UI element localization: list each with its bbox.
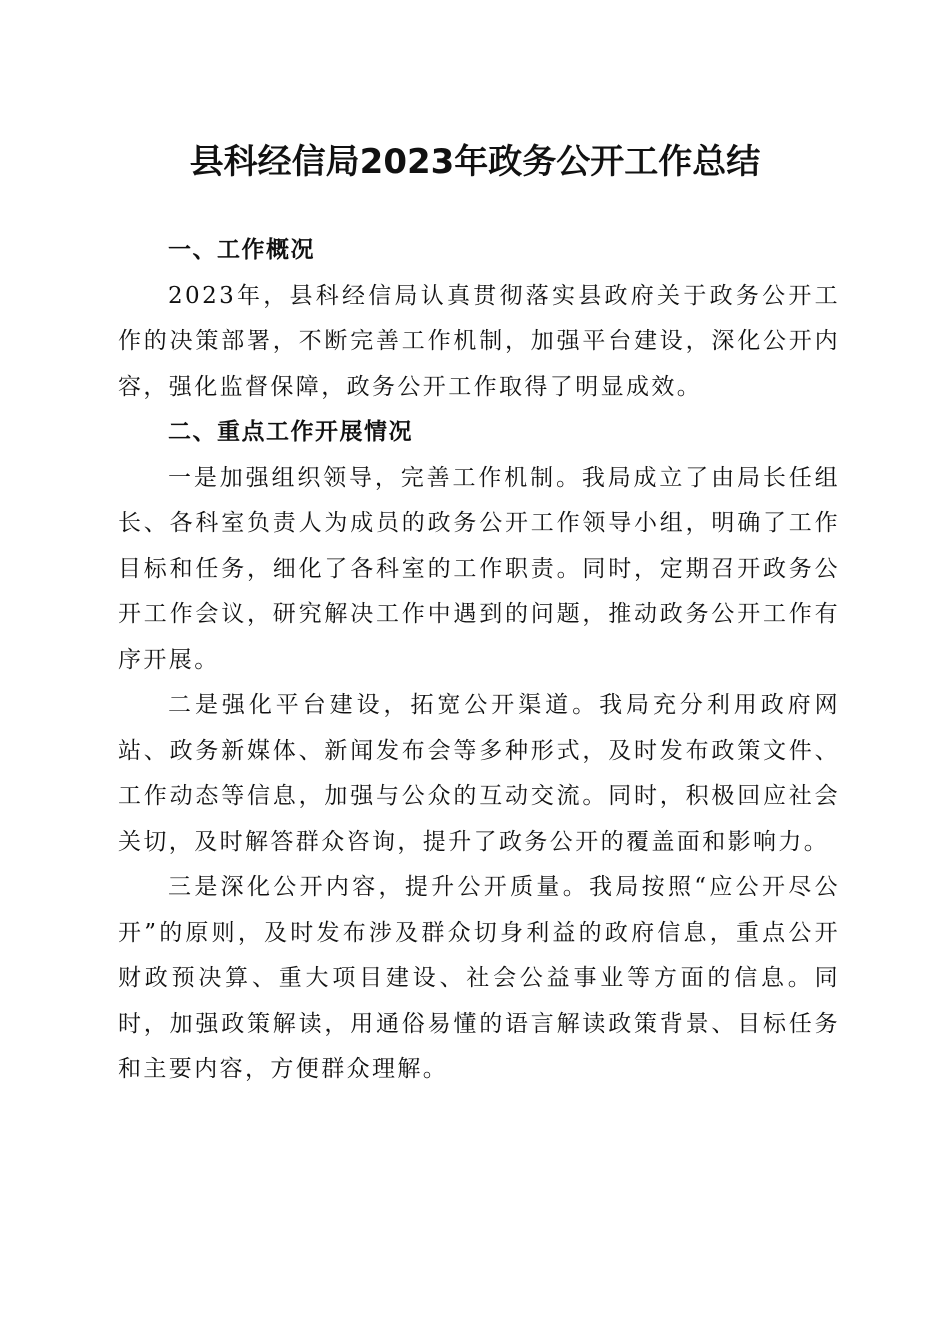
key-work-paragraph-2: [118, 683, 840, 865]
key-work-paragraph-1: [118, 456, 840, 684]
paragraph-text: 我局充分利用政府网站、政务新媒体、新闻发布会等多种形式，及时发布政策文件、工作动态等信息，加强与公众的互动交流。同时，积极回应社会关切，及时解答群众咨询，提升了政务公开的覆盖面和影响力。: [118, 692, 840, 855]
paragraph-text: 我局按照“应公开尽公开”的原则，及时发布涉及群众切身利益的政府信息，重点公开财政预决算、重大项目建设、社会公益事业等方面的信息。同时，加强政策解读，用通俗易懂的语言解读政策背景、目标任务和主要内容，方便群众理解。: [118, 874, 840, 1082]
document-body: [118, 228, 840, 1093]
section-heading-key-work: 二、重点工作开展情况: [168, 419, 413, 445]
overview-paragraph: [118, 274, 840, 411]
paragraph-text: 2023年，县科经信局认真贯彻落实县政府关于政务公开工作的决策部署，不断完善工作机制，加强平台建设，深化公开内容，强化监督保障，政务公开工作取得了明显成效。: [118, 282, 840, 400]
document-title: 县科经信局2023年政务公开工作总结: [189, 142, 761, 182]
paragraph-lead: 三是深化公开内容，提升公开质量。: [168, 874, 590, 900]
paragraph-lead: 二是强化平台建设，拓宽公开渠道。: [168, 692, 600, 718]
section-heading-overview: 一、工作概况: [168, 237, 315, 263]
paragraph-lead: 一是加强组织领导，完善工作机制。: [168, 464, 582, 491]
paragraph-text: 我局成立了由局长任组长、各科室负责人为成员的政务公开工作领导小组，明确了工作目标和任务，细化了各科室的工作职责。同时，定期召开政务公开工作会议，研究解决工作中遇到的问题，推动政务公开工作有序开展。: [118, 464, 841, 673]
key-work-paragraph-3: [118, 865, 840, 1093]
